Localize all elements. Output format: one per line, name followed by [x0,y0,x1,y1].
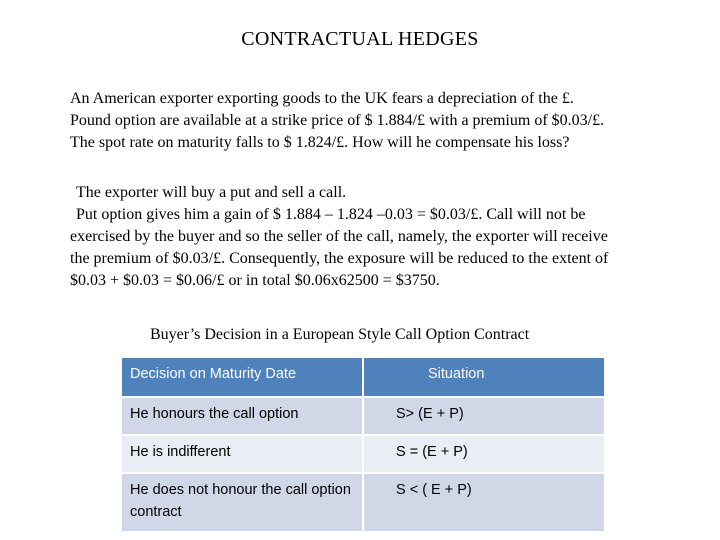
problem-line: The spot rate on maturity falls to $ 1.824/£. How will he compensate his loss? [70,134,570,151]
solution-line: $0.03 + $0.03 = $0.06/£ or in total $0.06x62500 = $3750. [70,272,440,289]
solution-line: Put option gives him a gain of $ 1.884 – 1.824 –0.03 = $0.03/£. Call will not be [76,206,586,223]
cell-situation: S> (E + P) [362,396,604,434]
solution-line: the premium of $0.03/£. Consequently, the exposure will be reduced to the extent of [70,250,609,267]
cell-decision: He is indifferent [122,434,362,472]
cell-decision: He honours the call option [122,396,362,434]
table-caption: Buyer’s Decision in a European Style Call Option Contract [150,326,530,343]
table-header-row [122,358,604,396]
solution-explanation [70,182,690,292]
table-row [122,472,604,531]
cell-situation: S = (E + P) [362,434,604,472]
problem-line: An American exporter exporting goods to the UK fears a depreciation of the £. [70,90,574,107]
problem-line: Pound option are available at a strike price of $ 1.884/£ with a premium of $0.03/£. [70,112,605,129]
solution-line: The exporter will buy a put and sell a call. [76,184,347,201]
problem-statement [70,88,690,154]
cell-situation: S < ( E + P) [362,472,604,531]
decision-table [122,358,604,531]
table-row [122,434,604,472]
cell-decision: He does not honour the call option contract [122,472,362,531]
table-row [122,396,604,434]
solution-line: exercised by the buyer and so the seller of the call, namely, the exporter will receive [70,228,608,245]
header-decision: Decision on Maturity Date [122,358,362,396]
slide-title: CONTRACTUAL HEDGES [241,28,479,50]
header-situation: Situation [362,358,604,396]
